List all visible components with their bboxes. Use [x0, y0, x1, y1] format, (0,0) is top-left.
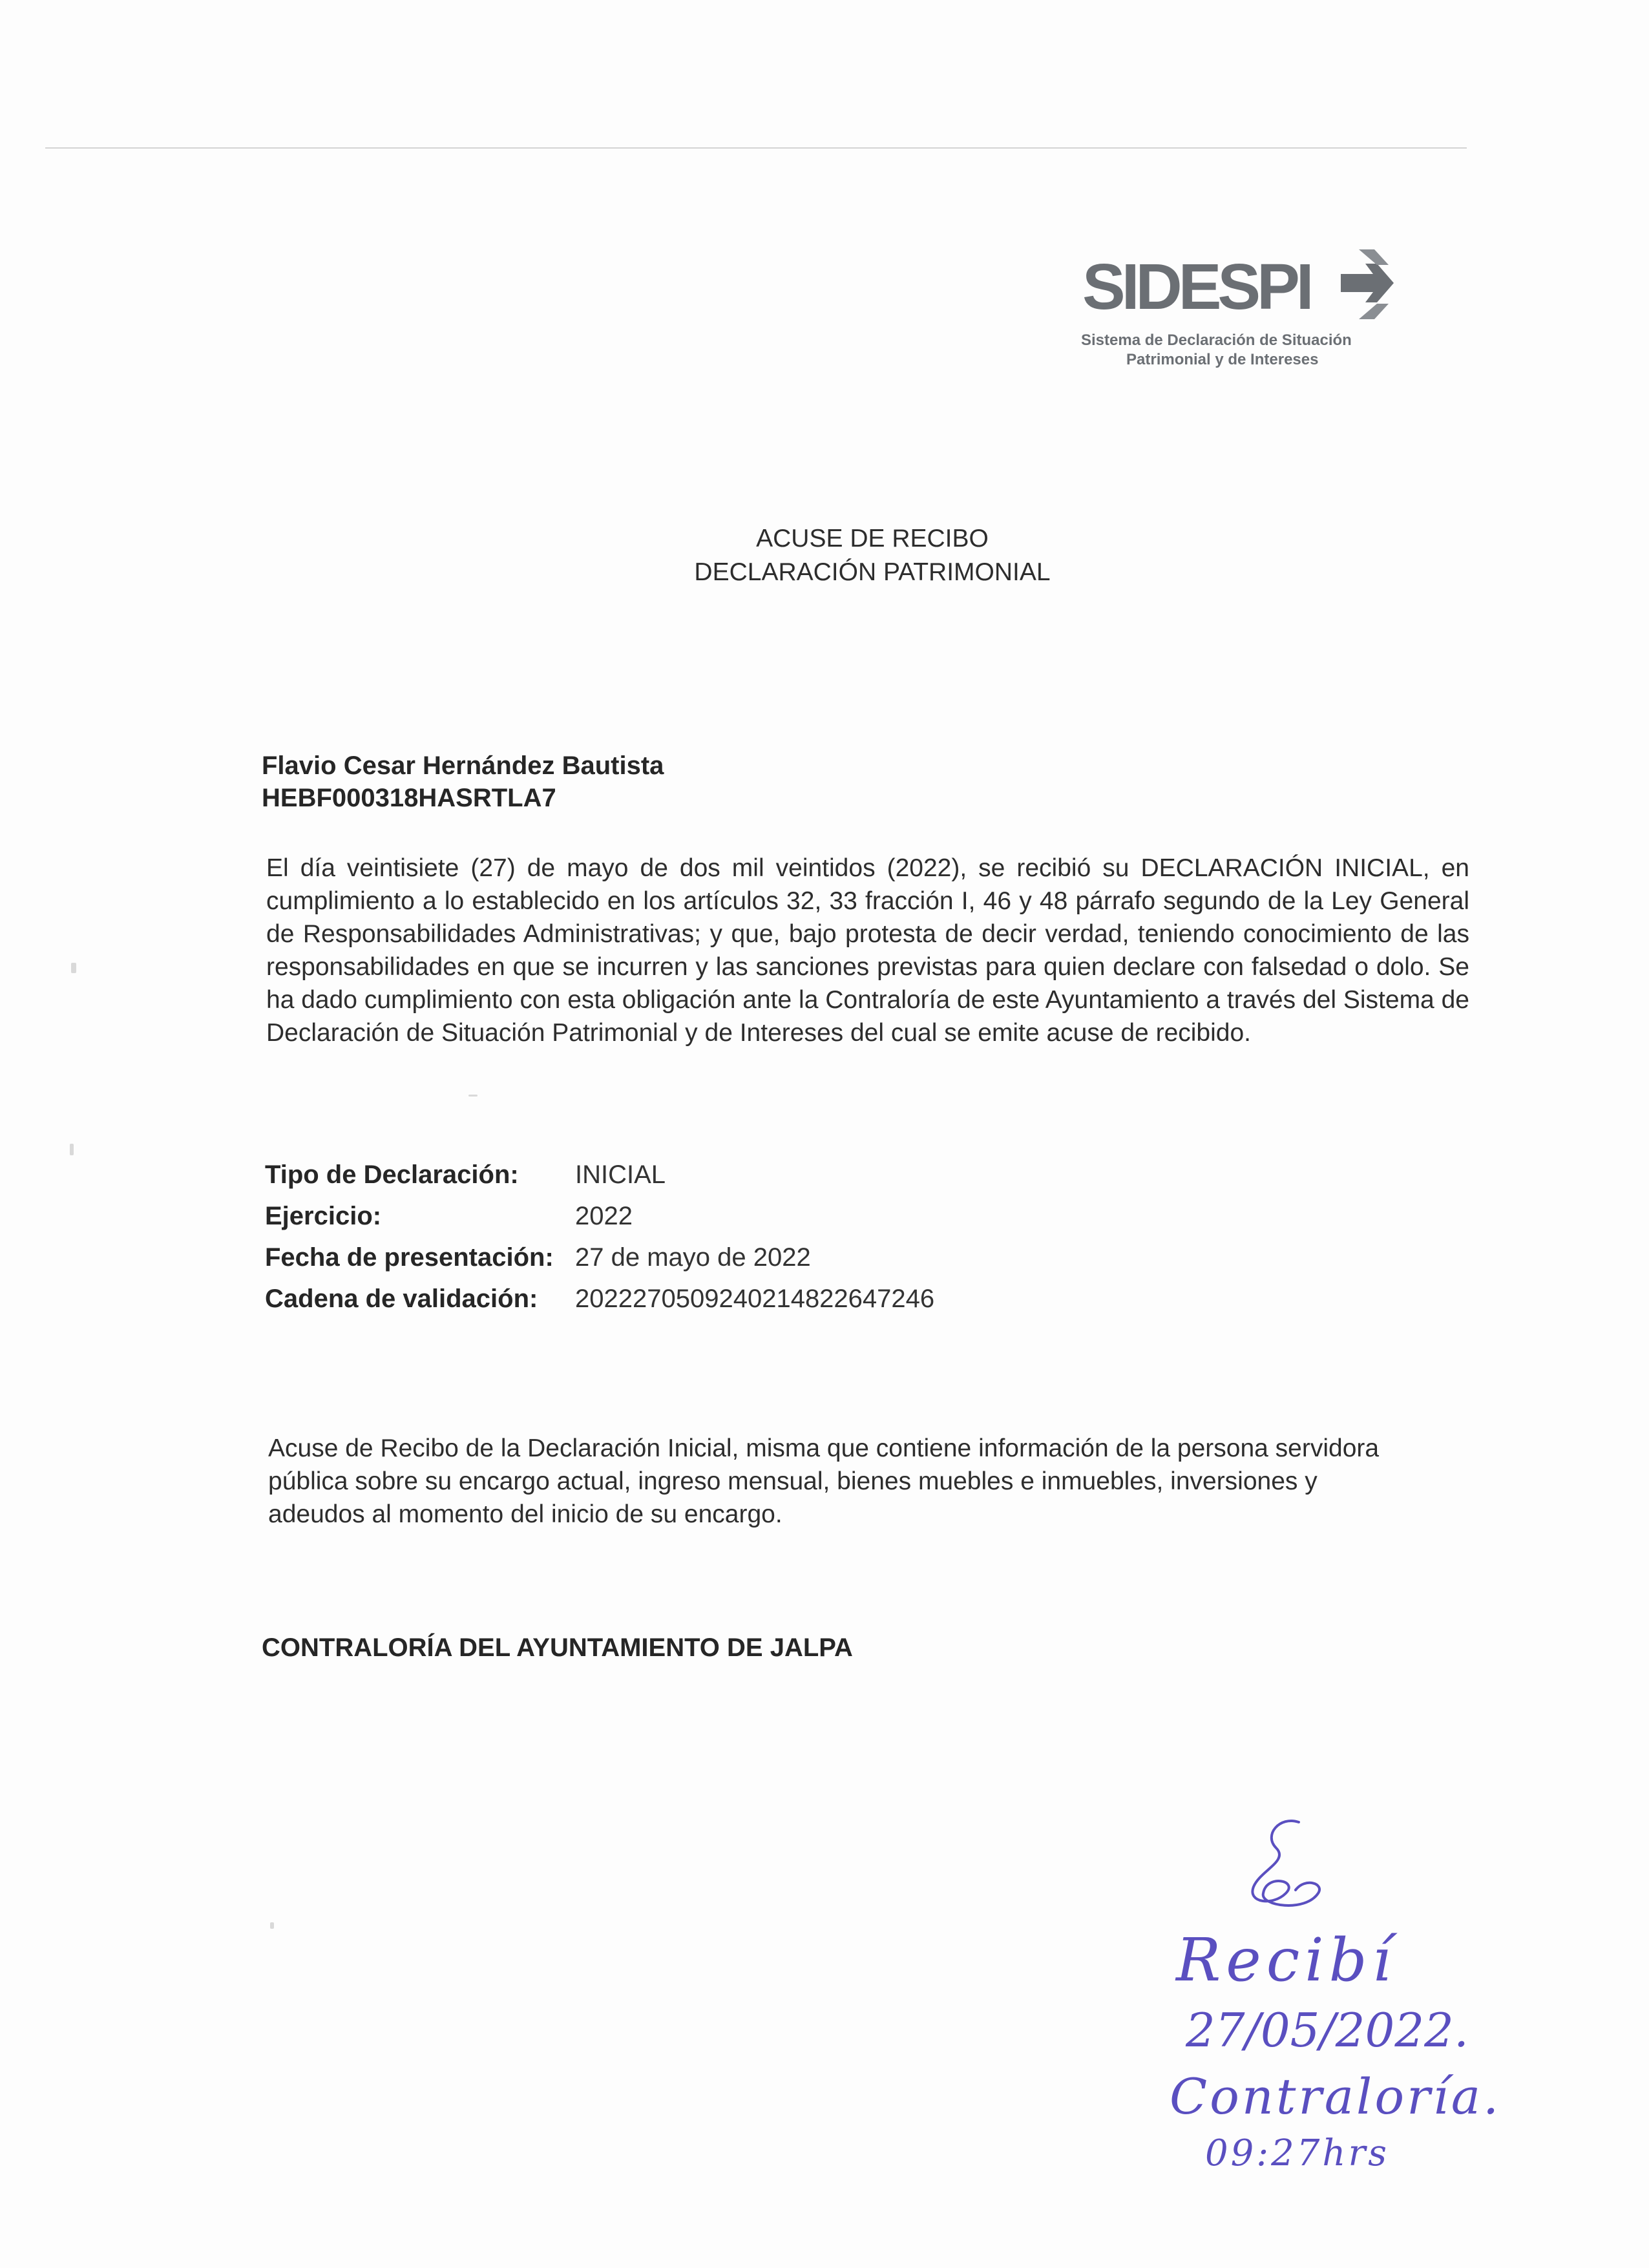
logo-tagline-line2: Patrimonial y de Intereses [1126, 351, 1319, 368]
detail-value-type: INICIAL [575, 1160, 666, 1189]
handwritten-time: 09:27hrs [1205, 2132, 1389, 2174]
scan-speck [270, 1922, 274, 1929]
handwritten-recibi: Recibí [1176, 1926, 1396, 1995]
detail-value-date: 27 de mayo de 2022 [575, 1243, 811, 1272]
top-divider [45, 147, 1467, 149]
handwritten-date: 27/05/2022. [1186, 2003, 1469, 2057]
body-paragraph: El día veintisiete (27) de mayo de dos mil veintidos (2022), se recibió su DECLARACIÓN INICIAL, en cumplimiento a lo establecido en los artículos 32, 33 fracción I, 46 y 48 párrafo segundo de la Ley General de Responsabilidades Administrativas; y que, bajo protesta de decir verdad, teniendo conocimiento de las responsabilidades en que se incurren y las sanciones previstas para quien declare con falsedad o dolo. Se ha dado cumplimiento con esta obligación ante la Contraloría de este Ayuntamiento a través del Sistema de Declaración de Situación Patrimonial y de Intereses del cual se emite acuse de recibido. [266, 854, 1469, 1047]
declarant-id: HEBF000318HASRTLA7 [262, 784, 556, 812]
detail-value-year: 2022 [575, 1202, 633, 1230]
sidespi-logo [1076, 246, 1412, 375]
detail-label-type: Tipo de Declaración: [265, 1160, 519, 1189]
detail-label-validation: Cadena de validación: [265, 1285, 538, 1313]
scan-speck [468, 1095, 478, 1097]
summary-paragraph: Acuse de Recibo de la Declaración Inicial, misma que contiene información de la persona servidora pública sobre su encargo actual, ingreso mensual, bienes muebles e inmuebles, inversiones y adeudos al momento del inicio de su encargo. [268, 1434, 1380, 1528]
handwritten-office: Contraloría. [1170, 2068, 1502, 2125]
issuing-authority: CONTRALORÍA DEL AYUNTAMIENTO DE JALPA [262, 1633, 853, 1662]
scan-speck [71, 963, 76, 973]
logo-wordmark: SIDESPI [1082, 251, 1310, 323]
detail-label-year: Ejercicio: [265, 1202, 382, 1230]
document-title-line1: ACUSE DE RECIBO [756, 525, 989, 552]
document-title-line2: DECLARACIÓN PATRIMONIAL [694, 558, 1051, 586]
handwritten-receipt-note [1150, 1809, 1512, 2174]
scan-speck [70, 1144, 74, 1155]
detail-label-date: Fecha de presentación: [265, 1243, 554, 1272]
declarant-name: Flavio Cesar Hernández Bautista [262, 751, 664, 780]
logo-tagline-line1: Sistema de Declaración de Situación [1081, 331, 1352, 349]
handwritten-initials-signature [1228, 1809, 1338, 1919]
detail-value-validation: 20222705092402148226472​46 [575, 1285, 935, 1313]
arrow-logo-icon [1334, 246, 1405, 323]
